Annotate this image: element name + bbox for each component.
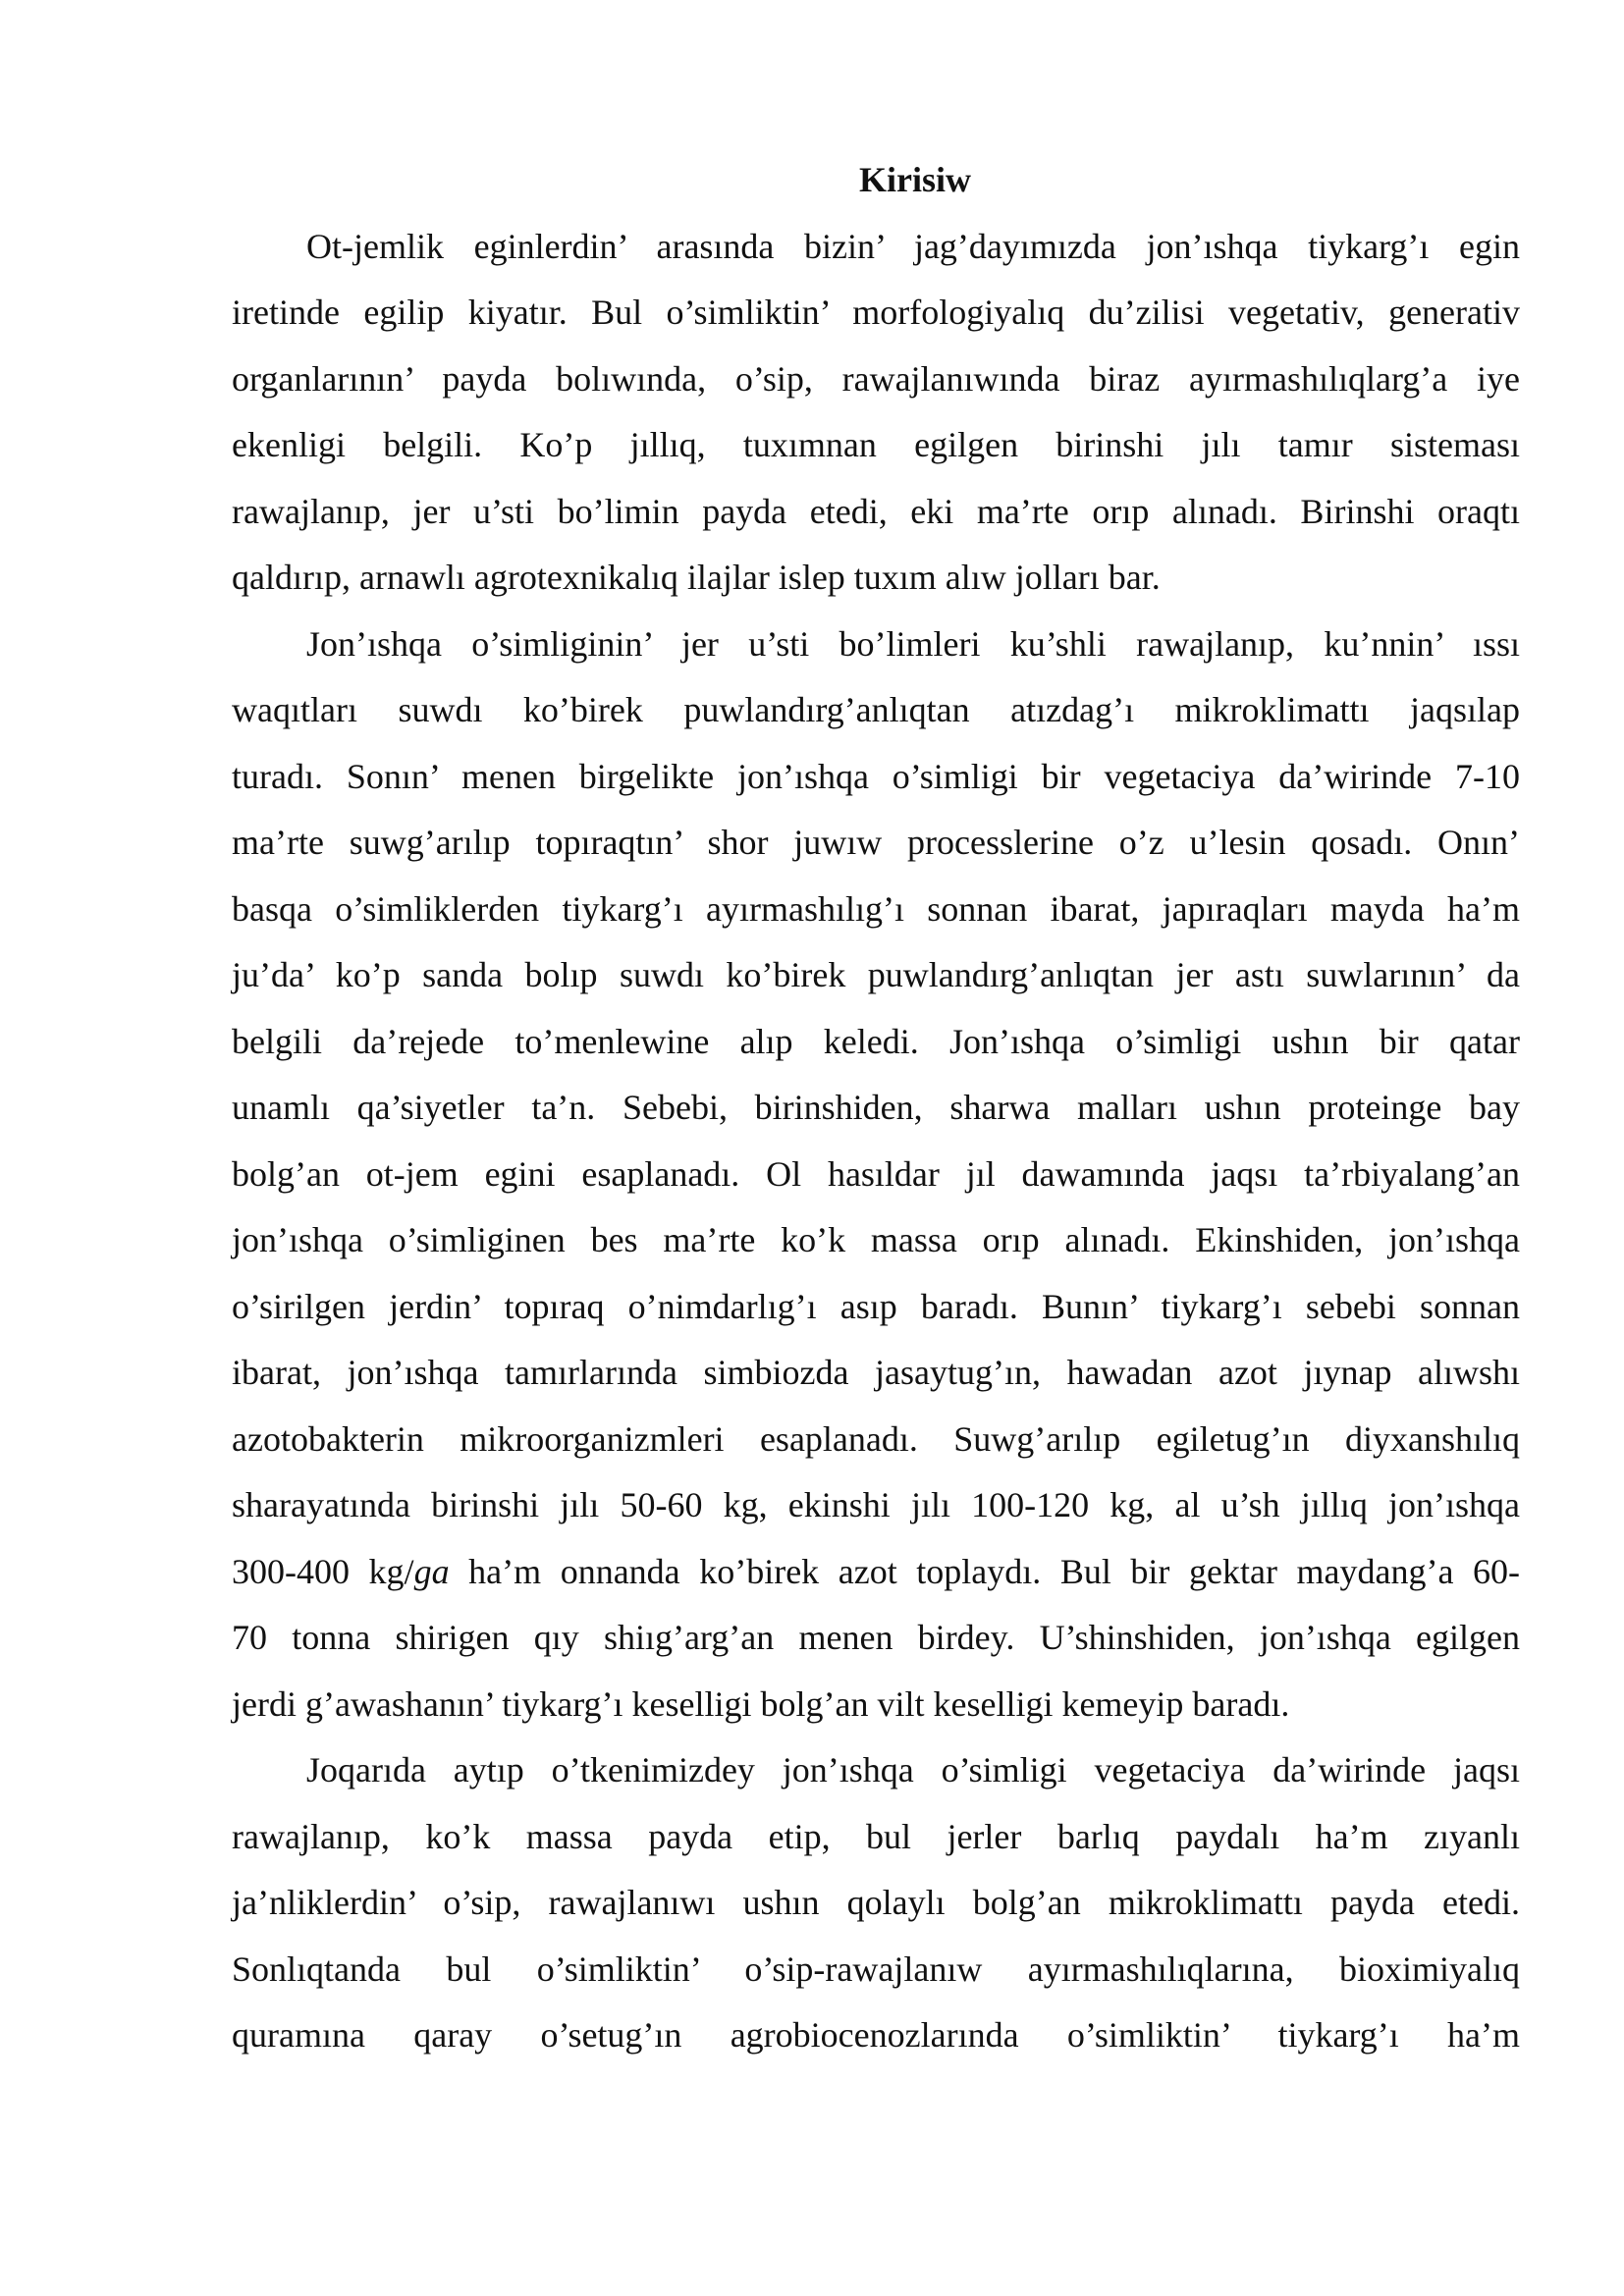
text-fragment: 300-400 kg/ [232,1551,414,1591]
text-line: belgili da’rejede to’menlewine alıp keledi. Jon’ıshqa o’simligi ushın bir qatar [232,1021,1520,1061]
text-line: Jon’ıshqa o’simliginin’ jer u’sti bo’limleri ku’shli rawajlanıp, ku’nnin’ ıssı [306,623,1520,664]
paragraph-1 [232,214,1520,612]
text-line: ja’nliklerdin’ o’sip, rawajlanıwı ushın qolaylı bolg’an mikroklimattı payda etedi. [232,1883,1520,1922]
text-line: rawajlanıp, ko’k massa payda etip, bul jerler barlıq paydalı ha’m zıyanlı [232,1816,1520,1856]
document-body [232,147,1520,2069]
text-fragment: ha’m onnanda ko’birek azot toplaydı. Bul bir gektar maydang’a 60- [449,1551,1520,1591]
text-line: Joqarıda aytıp o’tkenimizdey jon’ıshqa o’simligi vegetaciya da’wirinde jaqsı [306,1750,1520,1789]
text-line [232,1539,1520,1606]
text-line: jerdi g’awashanın’ tiykarg’ı keselligi bolg’an vilt keselligi kemeyip baradı. [232,1683,1290,1724]
text-line: azotobakterin mikroorganizmleri esaplanadı. Suwg’arılıp egiletug’ın diyxanshılıq [232,1418,1520,1459]
paragraph-3 [232,1737,1520,2069]
text-line: waqıtları suwdı ko’birek puwlandırg’anlıqtan atızdag’ı mikroklimattı jaqsılap [232,690,1520,729]
text-line: organlarının’ payda bolıwında, o’sip, rawajlanıwında biraz ayırmashılıqlarg’a iye [232,358,1520,399]
text-line: qaldırıp, arnawlı agrotexnikalıq ilajlar islep tuxım alıw jolları bar. [232,558,1161,597]
text-line: bolg’an ot-jem egini esaplanadı. Ol hasıldar jıl dawamında jaqsı ta’rbiyalang’an [232,1153,1520,1194]
text-line: ibarat, jon’ıshqa tamırlarında simbiozda jasaytug’ın, hawadan azot jıynap alıwshı [232,1353,1520,1392]
text-line: jon’ıshqa o’simliginen bes ma’rte ko’k massa orıp alınadı. Ekinshiden, jon’ıshqa [232,1220,1520,1259]
text-line: ju’da’ ko’p sanda bolıp suwdı ko’birek puwlandırg’anlıqtan jer astı suwlarının’ da [232,955,1520,994]
text-line: unamlı qa’siyetler ta’n. Sebebi, birinshiden, sharwa malları ushın proteinge bay [232,1088,1520,1127]
text-line: basqa o’simliklerden tiykarg’ı ayırmashılıg’ı sonnan ibarat, japıraqları mayda ha’m [232,888,1520,929]
text-line: iretinde egilip kiyatır. Bul o’simliktin’ morfologiyalıq du’zilisi vegetativ, generativ [232,293,1520,332]
text-line: rawajlanıp, jer u’sti bo’limin payda etedi, eki ma’rte orıp alınadı. Birinshi oraqtı [232,491,1520,531]
page-title: Kirisiw [859,160,971,199]
unit-italic: ga [413,1551,450,1591]
text-line: sharayatında birinshi jılı 50-60 kg, ekinshi jılı 100-120 kg, al u’sh jıllıq jon’ıshqa [232,1485,1520,1524]
text-line: 70 tonna shirigen qıy shiıg’arg’an menen birdey. U’shinshiden, jon’ıshqa egilgen [232,1618,1520,1657]
text-line: Ot-jemlik eginlerdin’ arasında bizin’ jag’dayımızda jon’ıshqa tiykarg’ı egin [306,226,1520,266]
text-line: o’sirilgen jerdin’ topıraq o’nimdarlıg’ı asıp baradı. Bunın’ tiykarg’ı sebebi sonnan [232,1286,1520,1326]
text-line: ma’rte suwg’arılıp topıraqtın’ shor juwıw processlerine o’z u’lesin qosadı. Onın’ [232,823,1520,862]
text-line: ekenligi belgili. Ko’p jıllıq, tuxımnan egilgen birinshi jılı tamır sisteması [232,425,1520,464]
text-line: quramına qaray o’setug’ın agrobiocenozlarında o’simliktin’ tiykarg’ı ha’m [232,2015,1520,2055]
paragraph-2 [232,612,1520,1738]
text-line: Sonlıqtanda bul o’simliktin’ o’sip-rawajlanıw ayırmashılıqlarına, bioximiyalıq [232,1949,1520,1989]
text-line: turadı. Sonın’ menen birgelikte jon’ıshqa o’simligi bir vegetaciya da’wirinde 7-10 [232,756,1520,796]
